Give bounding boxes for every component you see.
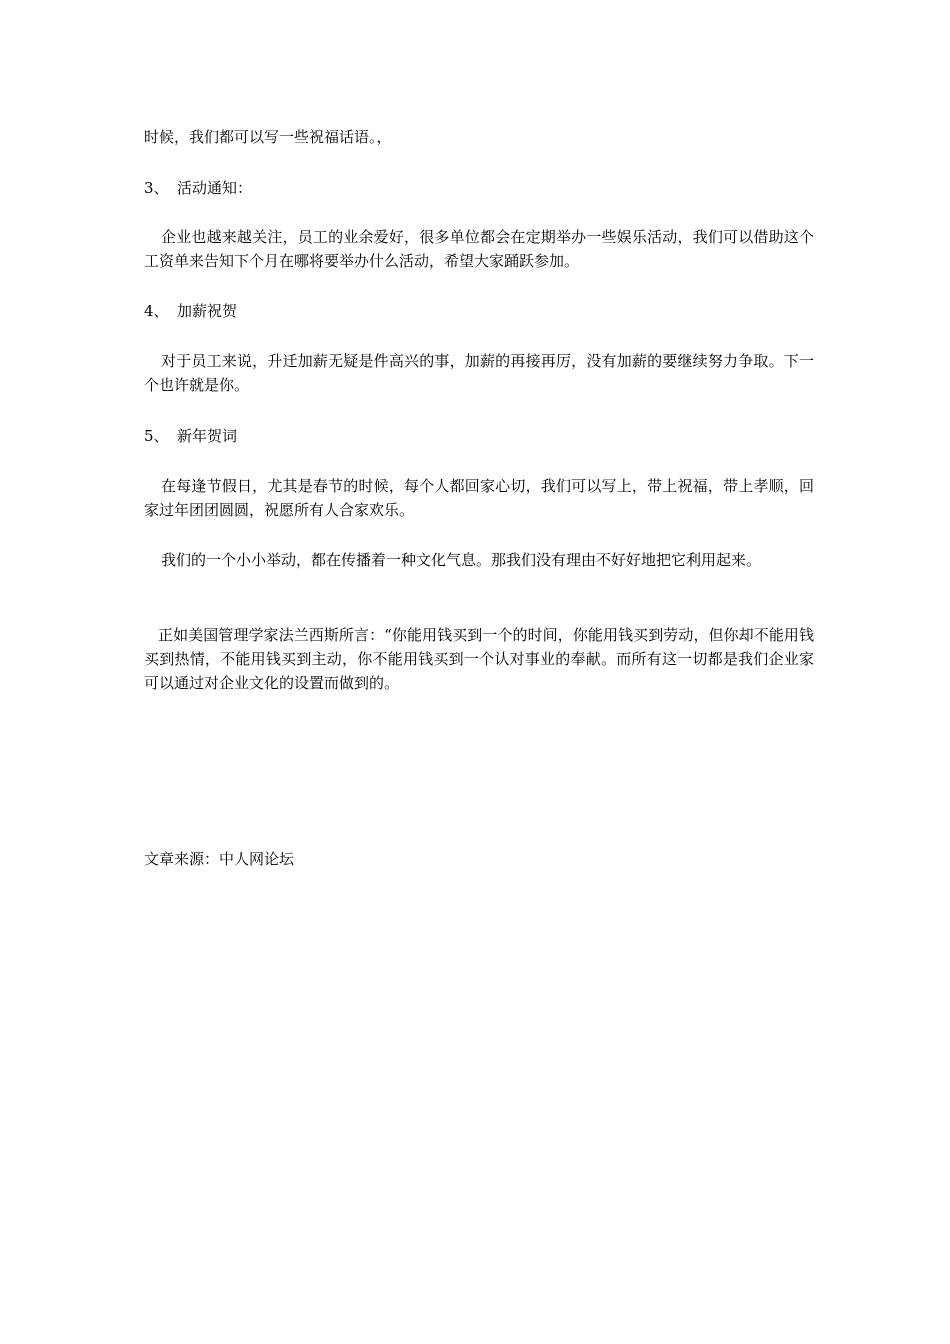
section-4-body: 对于员工来说，升迁加薪无疑是件高兴的事，加薪的再接再厉，没有加薪的要继续努力争取。下一个也许就是你。 (144, 352, 814, 394)
section-4-number: 4、 (144, 302, 169, 320)
closing-paragraph: 我们的一个小小举动，都在传播着一种文化气息。那我们没有理由不好好地把它利用起来。 (161, 551, 762, 569)
section-3-number: 3、 (144, 179, 169, 197)
section-5-body: 在每逢节假日，尤其是春节的时候，每个人都回家心切，我们可以写上，带上祝福，带上孝顺，回家过年团团圆圆，祝愿所有人合家欢乐。 (144, 477, 814, 519)
section-4-title: 加薪祝贺 (177, 302, 238, 320)
section-5-number: 5、 (144, 427, 169, 445)
section-3-title: 活动通知： (177, 179, 253, 197)
quote-paragraph: 正如美国管理学家法兰西斯所言：“你能用钱买到一个的时间，你能用钱买到劳动，但你却不能用钱买到热情，不能用钱买到主动，你不能用钱买到一个认对事业的奉献。而所有这一切都是我们企业家可以通过对企业文化的设置而做到的。 (144, 626, 814, 692)
source-line: 文章来源：中人网论坛 (144, 850, 295, 868)
intro-line: 时候，我们都可以写一些祝福话语。， (144, 128, 392, 146)
section-5-title: 新年贺词 (177, 427, 238, 445)
section-4-heading (144, 300, 237, 322)
section-3-body: 企业也越来越关注，员工的业余爱好，很多单位都会在定期举办一些娱乐活动，我们可以借助这个工资单来告知下个月在哪将要举办什么活动，希望大家踊跃参加。 (144, 228, 814, 270)
section-5-heading (144, 425, 237, 447)
section-3-heading (144, 177, 252, 199)
